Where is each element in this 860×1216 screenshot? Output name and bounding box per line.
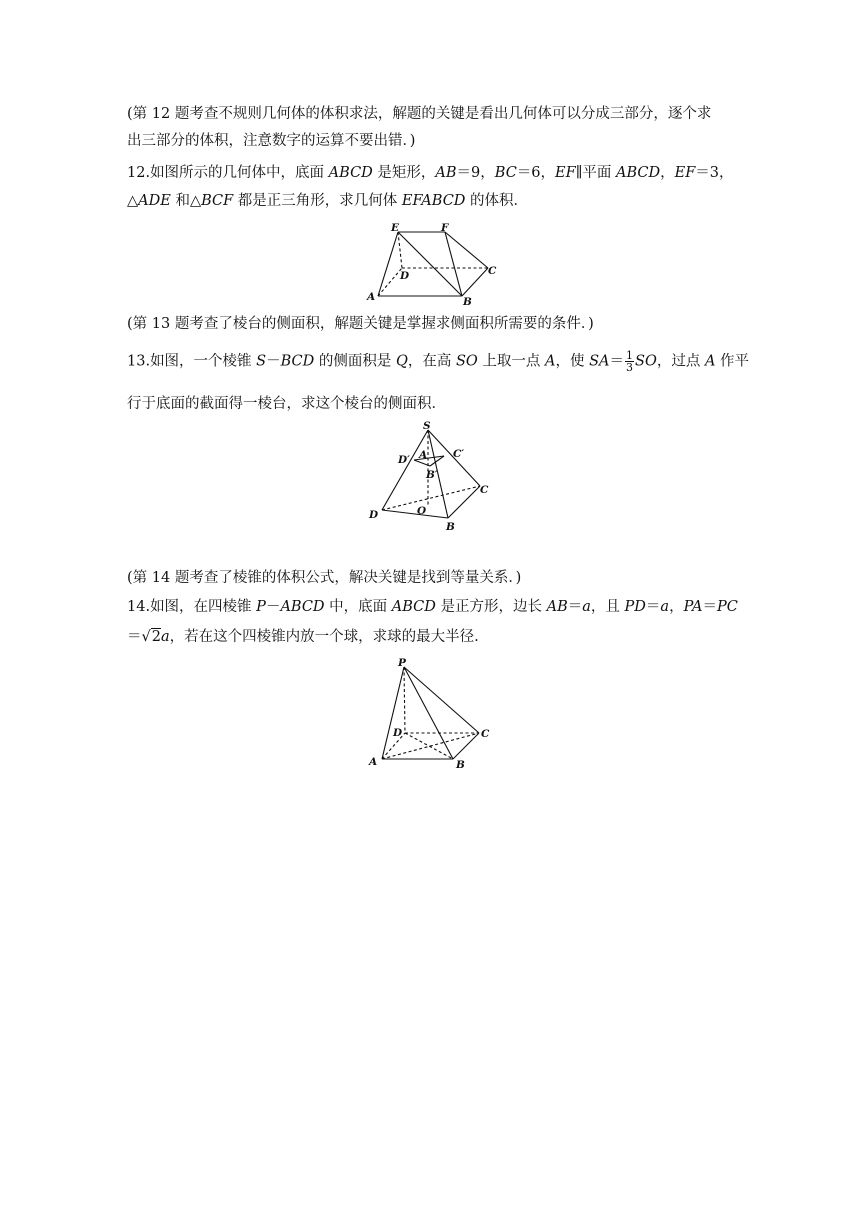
q12-label-B: B: [463, 296, 472, 308]
q14-label-P: P: [398, 657, 406, 669]
q14-text-line-1: 14.如图，在四棱锥 P－ABCD 中，底面 ABCD 是正方形，边长 AB＝a，且 PD＝a，PA＝PC: [127, 599, 738, 615]
q13-label-A: A: [419, 449, 428, 461]
q12-label-D: D: [400, 270, 410, 282]
q13-label-D-prime: D′: [398, 454, 410, 466]
q13-text-line-2: 行于底面的截面得一棱台，求这个棱台的侧面积．: [127, 396, 446, 412]
q13-note: (第 13 题考查了棱台的侧面积，解题关键是掌握求侧面积所需要的条件．): [127, 316, 594, 332]
q12-note-line-1: (第 12 题考查不规则几何体的体积求法，解题的关键是看出几何体可以分成三部分，逐个求: [127, 106, 712, 122]
q13-label-D: D: [369, 509, 379, 521]
q12-label-E: E: [391, 222, 400, 234]
q14-note: (第 14 题考查了棱锥的体积公式，解决关键是找到等量关系．): [127, 570, 522, 586]
q13-figure: [360, 418, 510, 536]
q13-label-C: C: [480, 484, 489, 496]
q12-text-line-2: △ADE 和△BCF 都是正三角形，求几何体 EFABCD 的体积．: [127, 193, 529, 209]
q13-label-C-prime: C′: [453, 448, 465, 460]
q12-text-line-1: 12.如图所示的几何体中，底面 ABCD 是矩形，AB＝9，BC＝6，EF∥平面 ABCD，EF＝3，: [127, 165, 734, 181]
q14-text-line-2: ＝√2a，若在这个四棱锥内放一个球，求球的最大半径.: [127, 626, 737, 648]
q14-label-A: A: [369, 756, 378, 768]
q14-figure: [360, 655, 510, 773]
q12-figure: [360, 218, 510, 310]
sqrt-2: √2: [141, 629, 161, 645]
q13-label-O: O: [417, 505, 427, 517]
q14-label-B: B: [456, 759, 465, 771]
q13-label-S: S: [423, 420, 431, 432]
q12-label-F: F: [441, 222, 449, 234]
q12-label-A: A: [367, 291, 376, 303]
q13-text-line-1: 13.如图，一个棱锥 S－BCD 的侧面积是 Q，在高 SO 上取一点 A，使 SA＝ $\frac{1}{3}$ SO，过点 A 作平: [127, 349, 750, 374]
q13-label-B: B: [446, 521, 455, 533]
q13-label-B-prime: B′: [426, 469, 438, 481]
q12-label-C: C: [488, 265, 497, 277]
one-third-fraction: $\frac{1}{3}$: [626, 349, 634, 374]
q14-label-C: C: [481, 728, 490, 740]
q12-note-line-2: 出三部分的体积，注意数字的运算不要出错．): [127, 133, 416, 149]
q14-label-D: D: [393, 727, 403, 739]
